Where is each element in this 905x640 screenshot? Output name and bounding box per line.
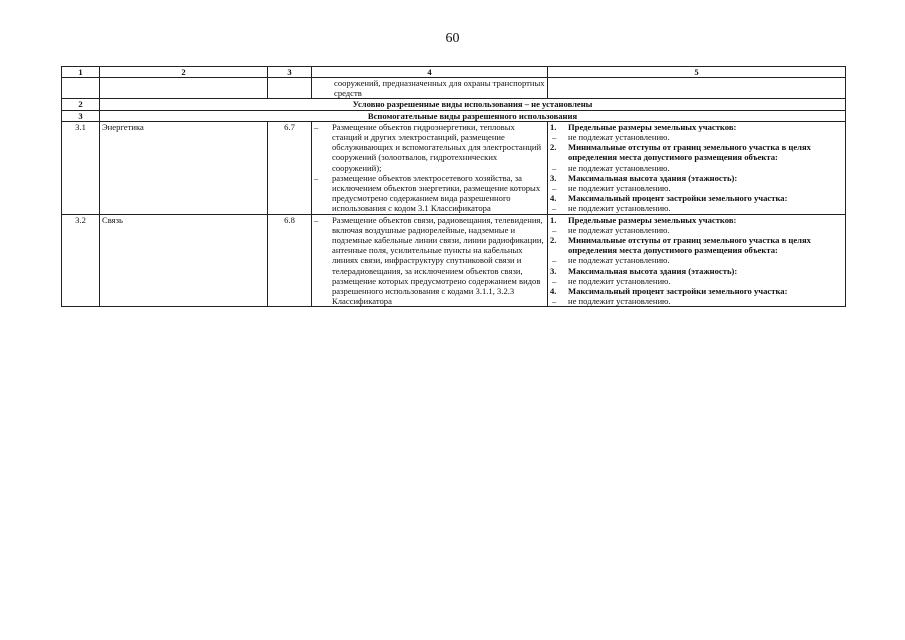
requirement-title xyxy=(548,193,843,203)
dash-marker: – xyxy=(552,255,557,266)
requirement-note xyxy=(548,203,843,213)
section-number: 3 xyxy=(62,110,100,121)
section-number: 2 xyxy=(62,99,100,110)
header-col-3: 3 xyxy=(268,67,312,78)
description-item xyxy=(312,122,545,173)
dash-marker: – xyxy=(552,132,557,143)
requirement-number: 2. xyxy=(550,235,557,246)
header-col-4: 4 xyxy=(312,67,548,78)
requirement-note-text: не подлежит установлению. xyxy=(568,275,671,286)
requirement-number: 4. xyxy=(550,286,557,297)
requirement-note-text: не подлежат установлению. xyxy=(568,162,670,173)
dash-marker: – xyxy=(552,296,557,307)
cell-empty xyxy=(100,78,268,99)
header-col-5: 5 xyxy=(548,67,846,78)
requirement-title-text: Предельные размеры земельных участков: xyxy=(568,214,737,225)
rows-body xyxy=(62,121,846,307)
section-row-2 xyxy=(62,99,846,110)
requirement-title-text: Максимальная высота здания (этажность): xyxy=(568,265,738,276)
requirement-note-text: не подлежит установлению. xyxy=(568,203,671,214)
requirement-title xyxy=(548,142,843,162)
dash-marker: – xyxy=(314,121,319,132)
requirement-title xyxy=(548,235,843,255)
row-name: Энергетика xyxy=(100,121,268,214)
row-code: 6.8 xyxy=(268,214,312,307)
header-col-2: 2 xyxy=(100,67,268,78)
table-row xyxy=(62,214,846,307)
page-number: 60 xyxy=(445,31,460,46)
description-text: размещение объектов электросетевого хозяйства, за исключением объектов энергетики, размещение которых предусмотрено содержанием вида разрешенного использования с кодом 3.1 Классификатора xyxy=(332,172,541,214)
continuation-description: сооружений, предназначенных для охраны транспортных средств xyxy=(312,78,548,99)
cell-empty xyxy=(62,78,100,99)
row-number: 3.1 xyxy=(62,121,100,214)
requirement-title-text: Предельные размеры земельных участков: xyxy=(568,121,737,132)
dash-marker: – xyxy=(552,275,557,286)
requirement-note xyxy=(548,132,843,142)
requirement-note-text: не подлежат установлению. xyxy=(568,224,670,235)
land-use-table xyxy=(61,66,846,307)
requirement-note xyxy=(548,296,843,306)
dash-marker: – xyxy=(314,172,319,183)
row-code: 6.7 xyxy=(268,121,312,214)
row-description xyxy=(312,121,548,214)
header-col-1: 1 xyxy=(62,67,100,78)
requirement-note xyxy=(548,163,843,173)
continuation-row xyxy=(62,78,846,99)
header-row xyxy=(62,67,846,78)
row-requirements xyxy=(548,214,846,307)
requirement-number: 3. xyxy=(550,265,557,276)
dash-marker: – xyxy=(314,214,319,225)
row-description xyxy=(312,214,548,307)
requirement-title-text: Минимальные отступы от границ земельного участка в целях определения места допустимого размещения объекта: xyxy=(568,142,811,163)
requirement-note-text: не подлежит установлению. xyxy=(568,296,671,307)
requirement-title-text: Максимальный процент застройки земельного участка: xyxy=(568,286,788,297)
dash-marker: – xyxy=(552,162,557,173)
description-item xyxy=(312,215,545,307)
requirement-note xyxy=(548,276,843,286)
requirement-number: 3. xyxy=(550,172,557,183)
requirement-number: 1. xyxy=(550,121,557,132)
dash-marker: – xyxy=(552,224,557,235)
row-requirements xyxy=(548,121,846,214)
requirement-title-text: Максимальная высота здания (этажность): xyxy=(568,172,738,183)
requirement-title xyxy=(548,286,843,296)
requirement-title xyxy=(548,266,843,276)
section-title: Условно разрешенные виды использования – не установлены xyxy=(100,99,846,110)
cell-empty xyxy=(268,78,312,99)
row-name: Связь xyxy=(100,214,268,307)
cell-empty xyxy=(548,78,846,99)
description-item xyxy=(312,173,545,214)
section-title: Вспомогательные виды разрешенного использования xyxy=(100,110,846,121)
row-number: 3.2 xyxy=(62,214,100,307)
requirement-title-text: Максимальный процент застройки земельного участка: xyxy=(568,193,788,204)
description-text: Размещение объектов гидроэнергетики, тепловых станций и других электростанций, размещение обслуживающих и вспомогательных для электростанций сооружений (золоотвалов, гидротехнических сооружений); xyxy=(332,121,542,173)
requirement-title-text: Минимальные отступы от границ земельного участка в целях определения места допустимого размещения объекта: xyxy=(568,235,811,256)
section-row-3 xyxy=(62,110,846,121)
dash-marker: – xyxy=(552,183,557,194)
requirement-title xyxy=(548,173,843,183)
requirement-number: 1. xyxy=(550,214,557,225)
requirement-title xyxy=(548,122,843,132)
requirement-note-text: не подлежит установлению. xyxy=(568,183,671,194)
table-row xyxy=(62,121,846,214)
description-text: Размещение объектов связи, радиовещания, телевидения, включая воздушные радиорелейные, надземные и подземные кабельные линии связи, линии радиофикации, антенные поля, усилительные пункты на кабельных линиях связи, инфраструктуру спутниковой связи и телерадиовещания, за исключением объектов связи, размещение которых предусмотрено содержанием видов разрешенного использования с кодами 3.1.1, 3.2.3 Классификатора xyxy=(332,214,544,307)
requirement-note xyxy=(548,225,843,235)
requirement-note xyxy=(548,183,843,193)
dash-marker: – xyxy=(552,203,557,214)
requirement-number: 4. xyxy=(550,193,557,204)
requirement-number: 2. xyxy=(550,142,557,153)
requirement-note-text: не подлежат установлению. xyxy=(568,132,670,143)
requirement-title xyxy=(548,215,843,225)
requirement-note-text: не подлежат установлению. xyxy=(568,255,670,266)
requirement-note xyxy=(548,255,843,265)
